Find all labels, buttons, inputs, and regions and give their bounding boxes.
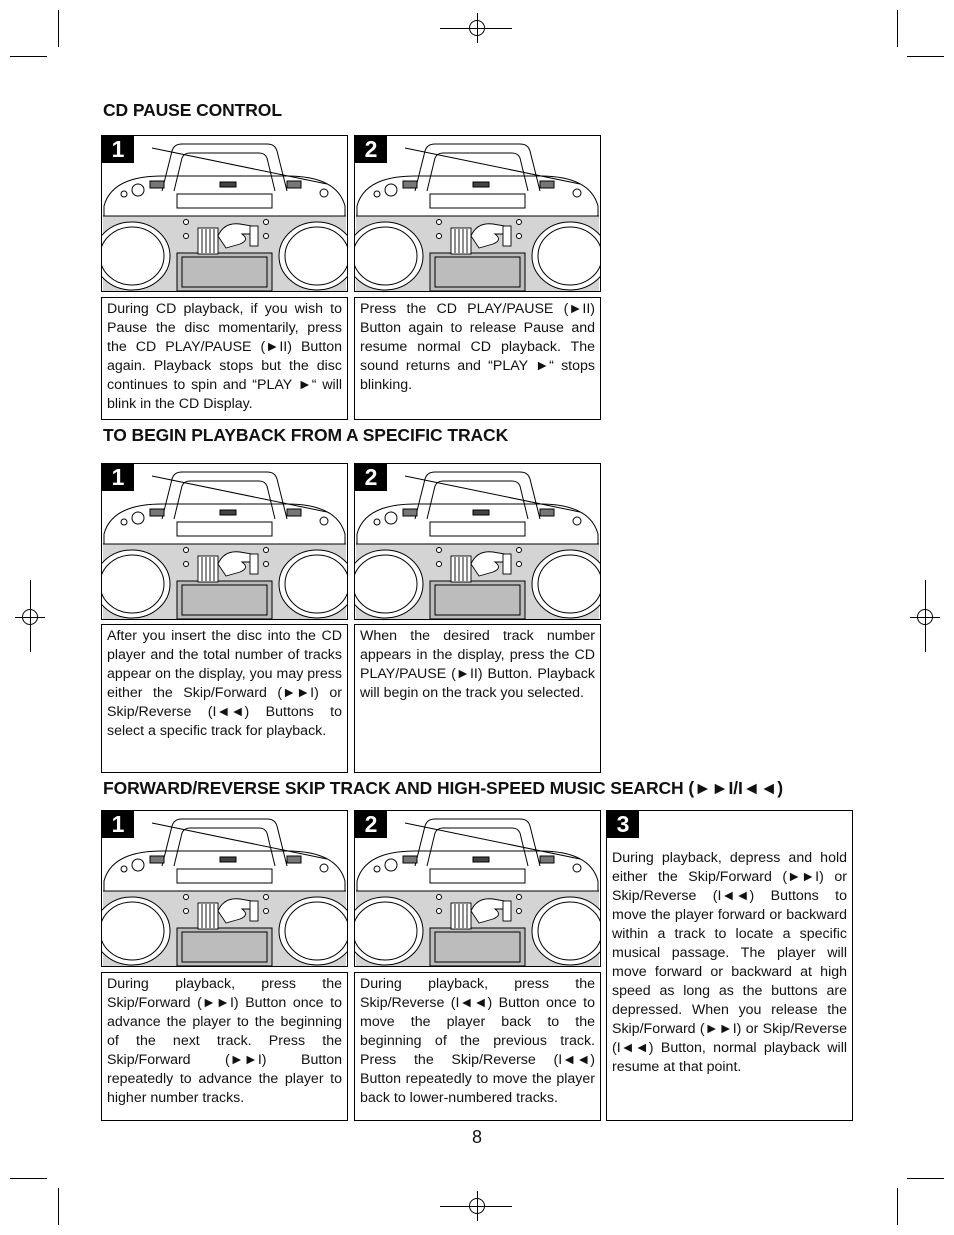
step-text: During playback, press the Skip/Reverse (I◄◄) Button once to move the player back to the beginning of the previous track. Press the Skip/Reverse (I◄◄) Button repeatedly to move the player back to lower-numbered tracks. xyxy=(360,976,595,1106)
section-heading-cd-pause: CD PAUSE CONTROL xyxy=(103,100,282,120)
boombox-illustration xyxy=(102,136,347,291)
crop-mark xyxy=(907,56,944,57)
boombox-illustration xyxy=(102,464,347,619)
illustration-panel xyxy=(101,135,348,292)
crop-mark xyxy=(30,580,31,652)
step-description xyxy=(354,624,601,773)
page-number: 8 xyxy=(471,1127,482,1147)
step-number: 3 xyxy=(607,811,639,838)
step-text: After you insert the disc into the CD player and the total number of tracks appear on the display, you may press either the Skip/Forward (►►I) or Skip/Reverse (I◄◄) Buttons to select a specific track for playback. xyxy=(107,628,342,739)
step-number: 1 xyxy=(102,464,134,491)
section-heading-specific-track: TO BEGIN PLAYBACK FROM A SPECIFIC TRACK xyxy=(103,425,509,445)
step-description xyxy=(101,624,348,773)
crop-mark xyxy=(58,10,59,47)
step-number: 1 xyxy=(102,136,134,163)
illustration-panel xyxy=(354,463,601,620)
boombox-illustration xyxy=(355,464,600,619)
illustration-panel xyxy=(354,135,601,292)
illustration-panel xyxy=(101,463,348,620)
registration-mark xyxy=(462,13,492,43)
step-description xyxy=(606,810,853,1121)
step-text: During playback, press the Skip/Forward (►►I) Button once to advance the player to the beginning of the next track. Press the Skip/Forward (►►I) Button repeatedly to advance the player to higher number tracks. xyxy=(107,976,342,1106)
illustration-panel xyxy=(101,810,348,967)
step-text: Press the CD PLAY/PAUSE (►II) Button again to release Pause and resume normal CD playback. The sound returns and “PLAY ►“ stops blinking. xyxy=(360,301,595,393)
crop-mark xyxy=(58,1188,59,1225)
step-number: 2 xyxy=(355,136,387,163)
crop-mark xyxy=(897,10,898,47)
step-number: 2 xyxy=(355,464,387,491)
boombox-illustration xyxy=(102,811,347,966)
crop-mark xyxy=(897,1188,898,1225)
registration-mark xyxy=(462,1191,492,1221)
step-description xyxy=(354,297,601,420)
crop-mark xyxy=(907,1178,944,1179)
illustration-panel xyxy=(354,810,601,967)
step-text: During playback, depress and hold either the Skip/Forward (►►I) or Skip/Reverse (I◄◄) Buttons to move the player forward or backward within a track to locate a specific musical passage. The player will move forward or backward at high speed as long as the buttons are depressed. When you release the Skip/Forward (►►I) or Skip/Reverse (I◄◄) Button, normal playback will resume at that point. xyxy=(612,850,847,1075)
crop-mark xyxy=(10,56,47,57)
step-text: When the desired track number appears in the display, press the CD PLAY/PAUSE (►II) Button. Playback will begin on the track you selected. xyxy=(360,628,595,701)
step-number: 2 xyxy=(355,811,387,838)
crop-mark xyxy=(10,1178,47,1179)
step-number: 1 xyxy=(102,811,134,838)
step-text: During CD playback, if you wish to Pause the disc momentarily, press the CD PLAY/PAUSE (►II) Button again. Playback stops but the disc continues to spin and “PLAY ►“ will blink in the CD Display. xyxy=(107,301,342,412)
section-heading-skip-search: FORWARD/REVERSE SKIP TRACK AND HIGH-SPEED MUSIC SEARCH (►►I/I◄◄) xyxy=(103,778,783,798)
boombox-illustration xyxy=(355,136,600,291)
step-description xyxy=(354,972,601,1121)
crop-mark xyxy=(925,580,926,652)
boombox-illustration xyxy=(355,811,600,966)
step-description xyxy=(101,972,348,1121)
step-description xyxy=(101,297,348,420)
